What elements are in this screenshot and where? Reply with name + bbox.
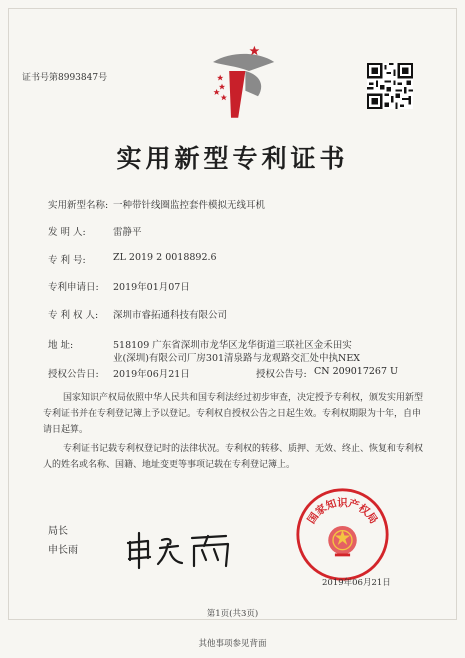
qr-code-icon[interactable] <box>367 63 413 109</box>
address-line-2: 业(深圳)有限公司厂房301清泉路与龙观路交汇处中执NEX <box>113 353 361 364</box>
grant-number-value: CN 209017267 U <box>314 366 399 377</box>
certificate-title: 实用新型专利证书 <box>116 144 349 173</box>
grant-number-label: 授权公告号: <box>256 369 307 380</box>
grant-statement-paragraph: 国家知识产权局依照中华人民共和国专利法经过初步审查，决定授予专利权，颁发实用新型专利证书并在专利登记簿上予以登记。专利权自授权公告之日起生效。专利权期限为十年，自申请日起算。 <box>43 393 424 435</box>
director-signature-icon <box>122 530 242 570</box>
signatory-role: 局长 <box>48 526 68 537</box>
cnipa-logo-icon <box>195 35 285 125</box>
page-indicator: 第1页(共3页) <box>206 609 259 619</box>
signatory-name: 申长雨 <box>48 545 78 556</box>
address-label: 地 址: <box>48 340 74 351</box>
back-page-note: 其他事项参见背面 <box>198 639 267 649</box>
grant-date-label: 授权公告日: <box>48 369 99 380</box>
patentee-value: 深圳市睿拓通科技有限公司 <box>113 310 228 321</box>
inventor-label: 发 明 人: <box>48 227 86 238</box>
address-line-1: 518109 广东省深圳市龙华区龙华街道三联社区金禾田实 <box>113 340 352 351</box>
patentee-label: 专 利 权 人: <box>48 310 99 321</box>
grant-date-value: 2019年06月21日 <box>113 369 190 380</box>
certificate-number: 证书号第8993847号 <box>22 73 108 83</box>
legal-status-paragraph: 专利证书记载专利权登记时的法律状况。专利权的转移、质押、无效、终止、恢复和专利权人的姓名或名称、国籍、地址变更等事项记载在专利登记簿上。 <box>43 444 424 470</box>
patent-number-label: 专 利 号: <box>48 255 86 266</box>
filing-date-label: 专利申请日: <box>48 282 99 293</box>
utility-model-name-value: 一种带针线圈监控套件模拟无线耳机 <box>113 200 266 211</box>
inventor-value: 雷静平 <box>113 227 142 238</box>
svg-text:国家知识产权局: 国家知识产权局 <box>305 497 380 527</box>
patent-number-value: ZL 2019 2 0018892.6 <box>113 252 217 263</box>
utility-model-name-label: 实用新型名称: <box>48 200 109 211</box>
official-seal-icon <box>295 487 390 582</box>
seal-date: 2019年06月21日 <box>322 578 391 588</box>
filing-date-value: 2019年01月07日 <box>113 282 190 293</box>
